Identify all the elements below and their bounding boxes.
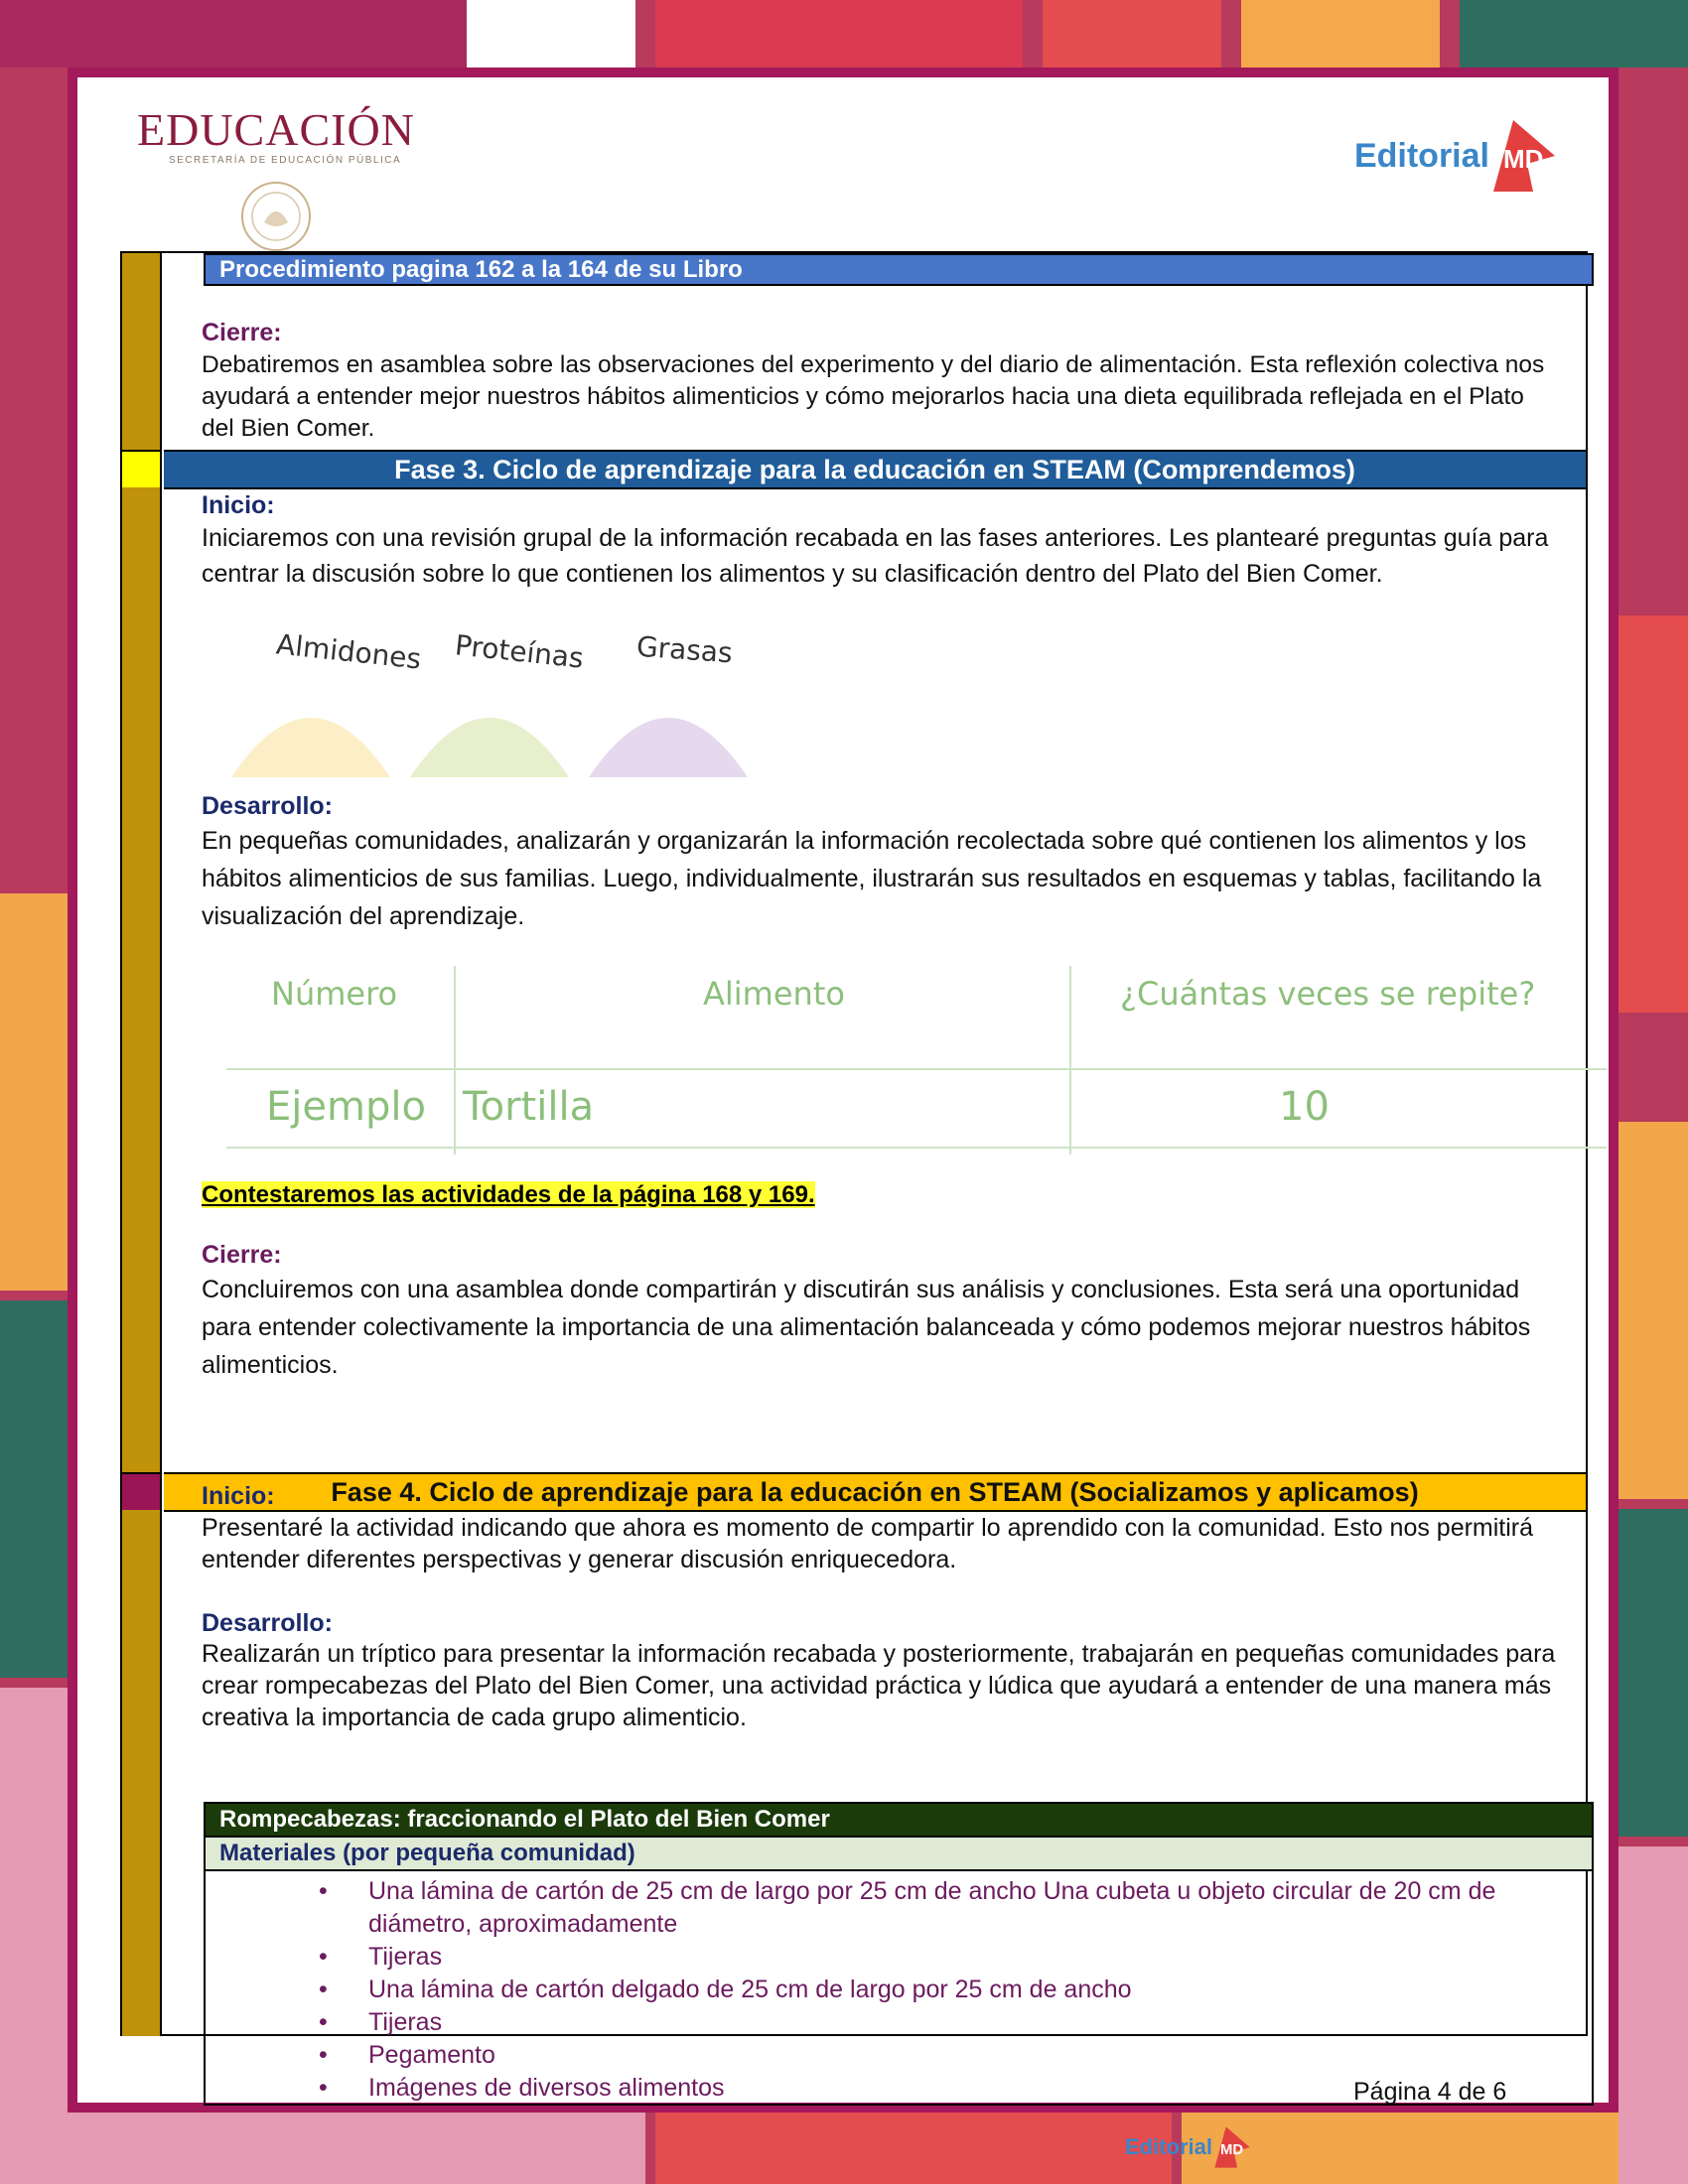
- list-item: • Imágenes de diversos alimentos: [368, 2072, 1520, 2105]
- phase3-desarrollo-text: En pequeñas comunidades, analizarán y organizarán la información recolectada sobre qué contienen los alimentos y los hábitos alimenticios de sus familias. Luego, individualmente, ilustrarán sus resultados en esquemas y tablas, facilitando la visualización del aprendizaje.: [202, 827, 1542, 930]
- education-title: EDUCACIÓN: [137, 104, 415, 155]
- sep-logo: [137, 105, 415, 166]
- phase3-inicio-heading: Inicio:: [202, 491, 275, 519]
- page-number: Página 4 de 6: [1353, 2078, 1507, 2106]
- table-cell: Tortilla: [463, 1084, 595, 1130]
- phase2-cierre-text: Debatiremos en asamblea sobre las observaciones del experimento y del diario de alimentación. Esta reflexión colectiva nos ayudará a entender mejor nuestros hábitos alimenticios y cómo mejorarlos hacia una dieta equilibrada reflejada en el Plato del Bien Comer.: [202, 351, 1545, 442]
- row-marker-strip: [122, 253, 162, 452]
- phase3-cierre-text: Concluiremos con una asamblea donde compartirán y discutirán sus análisis y conclusiones. Esta será una oportunidad para entender colectivamente la importancia de una alimentación balanceada y cómo podemos mejorar nuestros hábitos alimenticios.: [202, 1276, 1531, 1379]
- procedure-bar: Procedimiento pagina 162 a la 164 de su Libro: [204, 253, 1594, 286]
- phase3-cierre-heading: Cierre:: [202, 1241, 282, 1269]
- phase3-marker: [122, 450, 162, 489]
- phase3-title-bar: Fase 3. Ciclo de aprendizaje para la educación en STEAM (Comprendemos): [164, 450, 1586, 489]
- food-group-label: Grasas: [634, 629, 734, 670]
- footer-logo-text: Editorial: [1125, 2134, 1213, 2159]
- svg-text:MD: MD: [1503, 144, 1544, 174]
- national-seal-icon: [236, 177, 316, 256]
- food-group-label: Almidones: [274, 627, 423, 676]
- editorial-md-logo: [1354, 111, 1559, 201]
- table-header: Alimento: [703, 975, 845, 1013]
- puzzle-title: Rompecabezas: fraccionando el Plato del Bien Comer: [206, 1804, 1592, 1838]
- phase4-inicio-heading: Inicio:: [202, 1482, 275, 1510]
- list-item: • Tijeras: [368, 1941, 1520, 1974]
- editorial-logo-text: Editorial: [1353, 136, 1489, 175]
- materials-list: [206, 1875, 1592, 2105]
- phase3-inicio-text: Iniciaremos con una revisión grupal de la información recabada en las fases anteriores. Les plantearé preguntas guía para centrar la discusión sobre lo que contienen los alimentos y su clasificación dentro del Plato del Bien Comer.: [202, 524, 1549, 588]
- phase3-desarrollo-heading: Desarrollo:: [202, 792, 333, 820]
- footer-editorial-logo: [1125, 2124, 1252, 2170]
- activity-note: Contestaremos las actividades de la página 168 y 169.: [202, 1181, 815, 1208]
- md-logo-icon: [1489, 116, 1559, 196]
- list-item: • Pegamento: [368, 2039, 1520, 2072]
- phase4-marker: [122, 1472, 162, 1512]
- list-item: • Una lámina de cartón delgado de 25 cm de largo por 25 cm de ancho: [368, 1974, 1520, 2006]
- phase4-desarrollo-heading: Desarrollo:: [202, 1609, 333, 1637]
- materials-title: Materiales (por pequeña comunidad): [206, 1838, 1592, 1871]
- phase2-cierre-heading: Cierre:: [202, 319, 282, 346]
- puzzle-materials-box: [204, 1802, 1594, 2106]
- document-page: [68, 68, 1618, 2159]
- row-marker-strip: [122, 1510, 162, 2036]
- list-item: • Tijeras: [368, 2006, 1520, 2039]
- table-header: ¿Cuántas veces se repite?: [1120, 975, 1536, 1013]
- table-cell: Ejemplo: [266, 1084, 426, 1130]
- svg-text:MD: MD: [1220, 2141, 1244, 2158]
- education-subtitle: SECRETARÍA DE EDUCACIÓN PÚBLICA: [169, 155, 402, 166]
- row-marker-strip: [122, 487, 162, 1474]
- phase4-title-bar: Fase 4. Ciclo de aprendizaje para la educación en STEAM (Socializamos y aplicamos): [164, 1472, 1586, 1512]
- md-logo-icon: [1212, 2124, 1252, 2170]
- table-header: Número: [271, 975, 398, 1013]
- table-cell: 10: [1279, 1084, 1330, 1130]
- phase4-desarrollo-text: Realizarán un tríptico para presentar la información recabada y posteriormente, trabajarán en pequeñas comunidades para crear rompecabezas del Plato del Bien Comer, una actividad práctica y lúdica que ayudará a entender de una manera más creativa la importancia de cada grupo alimenticio.: [202, 1640, 1556, 1731]
- list-item: • Una lámina de cartón de 25 cm de largo por 25 cm de ancho Una cubeta u objeto circular de 20 cm de diámetro, aproximadamente: [368, 1875, 1520, 1941]
- phase4-inicio-text: Presentaré la actividad indicando que ahora es momento de compartir lo aprendido con la comunidad. Esto nos permitirá entender diferentes perspectivas y generar discusión enriquecedora.: [202, 1514, 1534, 1573]
- food-group-label: Proteínas: [453, 628, 586, 675]
